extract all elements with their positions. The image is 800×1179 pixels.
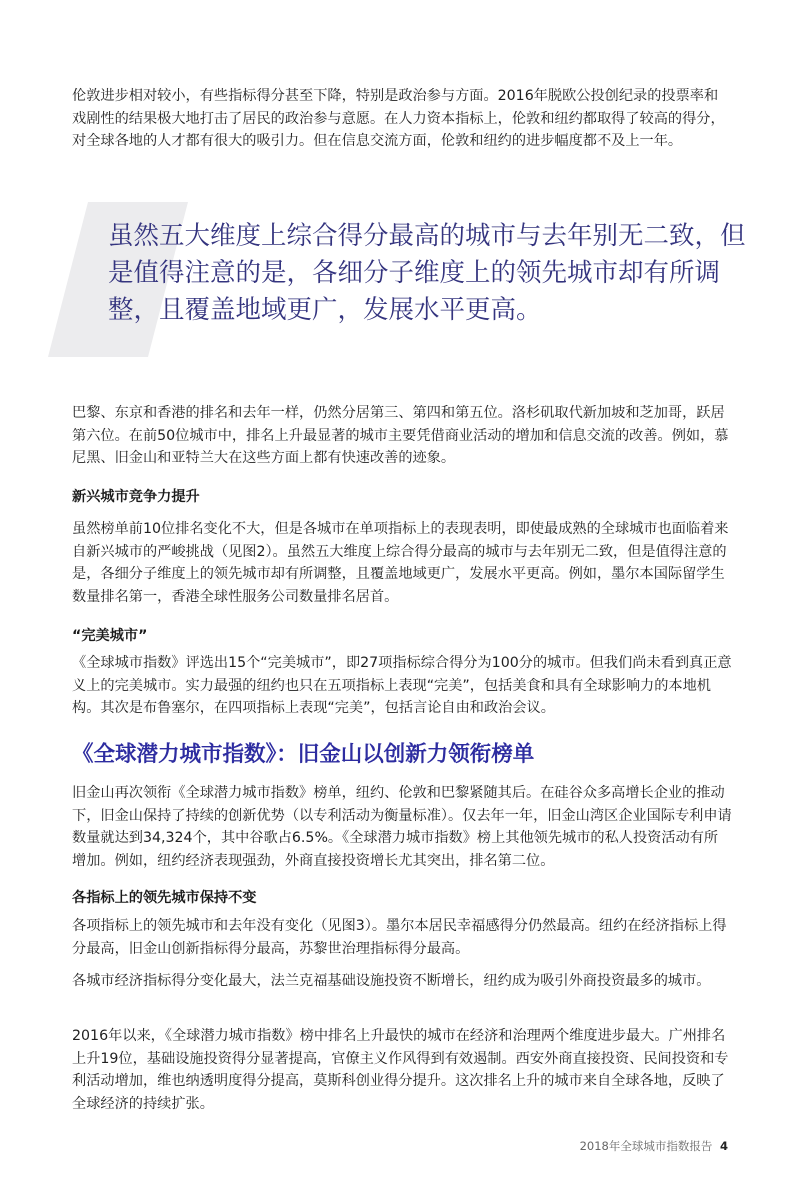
paragraph-leading-cities-3: 2016年以来，《全球潜力城市指数》榜中排名上升最快的城市在经济和治理两个维度进步最大。广州排名上升19位，基础设施投资得分显著提高，官僚主义作风得到有效遏制。西安外商直接投资、民间投资和专利活动增加，维也纳透明度得分提高，莫斯科创业得分提升。这次排名上升的城市来自全球各地，反映了全球经济的持续扩张。 bbox=[72, 1028, 729, 1112]
paragraph-emerging-cities: 虽然榜单前10位排名变化不大，但是各城市在单项指标上的表现表明，即使最成熟的全球城市也面临着来自新兴城市的严峻挑战（见图2）。虽然五大维度上综合得分最高的城市与去年别无二致，但是值得注意的是，各细分子维度上的领先城市却有所调整，且覆盖地域更广，发展水平更高。例如，墨尔本国际留学生数量排名第一，香港全球性服务公司数量排名居首。 bbox=[72, 521, 729, 605]
paragraph-leading-cities-1: 各项指标上的领先城市和去年没有变化（见图3）。墨尔本居民幸福感得分仍然最高。纽约在经济指标上得分最高，旧金山创新指标得分最高，苏黎世治理指标得分最高。 bbox=[72, 918, 727, 957]
subhead-leading-cities: 各指标上的领先城市保持不变 bbox=[72, 890, 257, 906]
page-footer bbox=[580, 1138, 728, 1154]
subhead-perfect-cities: “完美城市” bbox=[72, 628, 148, 644]
paragraph-potential-index: 旧金山再次领衔《全球潜力城市指数》榜单，纽约、伦敦和巴黎紧随其后。在硅谷众多高增长企业的推动下，旧金山保持了持续的创新优势（以专利活动为衡量标准）。仅去年一年，旧金山湾区企业国际专利申请数量就达到34,324个，其中谷歌占6.5%。《全球潜力城市指数》榜上其他领先城市的私人投资活动有所增加。例如，纽约经济表现强劲，外商直接投资增长尤其突出，排名第二位。 bbox=[72, 785, 732, 869]
section-heading-potential-index: 《全球潜力城市指数》：旧金山以创新力领衔榜单 bbox=[72, 742, 535, 767]
paragraph-rankings: 巴黎、东京和香港的排名和去年一样，仍然分居第三、第四和第五位。洛杉矶取代新加坡和芝加哥，跃居第六位。在前50位城市中，排名上升最显著的城市主要凭借商业活动的增加和信息交流的改善。例如，慕尼黑、旧金山和亚特兰大在这些方面上都有快速改善的迹象。 bbox=[72, 405, 729, 466]
intro-paragraph: 伦敦进步相对较小，有些指标得分甚至下降，特别是政治参与方面。2016年脱欧公投创纪录的投票率和戏剧性的结果极大地打击了居民的政治参与意愿。在人力资本指标上，伦敦和纽约都取得了较高的得分，对全球各地的人才都有很大的吸引力。但在信息交流方面，伦敦和纽约的进步幅度都不及上一年。 bbox=[72, 88, 725, 149]
pull-quote: 虽然五大维度上综合得分最高的城市与去年别无二致，但是值得注意的是，各细分子维度上的领先城市却有所调整，且覆盖地域更广，发展水平更高。 bbox=[108, 221, 746, 325]
paragraph-perfect-cities: 《全球城市指数》评选出15个“完美城市”，即27项指标综合得分为100分的城市。但我们尚未看到真正意义上的完美城市。实力最强的纽约也只在五项指标上表现“完美”，包括美食和具有全球影响力的本地机构。其次是布鲁塞尔，在四项指标上表现“完美”，包括言论自由和政治会议。 bbox=[72, 655, 732, 716]
page-number: 4 bbox=[719, 1139, 728, 1153]
footer-report-title: 2018年全球城市指数报告 bbox=[579, 1139, 713, 1153]
subhead-emerging-cities: 新兴城市竞争力提升 bbox=[72, 489, 200, 505]
paragraph-leading-cities-2: 各城市经济指标得分变化最大，法兰克福基础设施投资不断增长，纽约成为吸引外商投资最多的城市。 bbox=[72, 973, 711, 989]
